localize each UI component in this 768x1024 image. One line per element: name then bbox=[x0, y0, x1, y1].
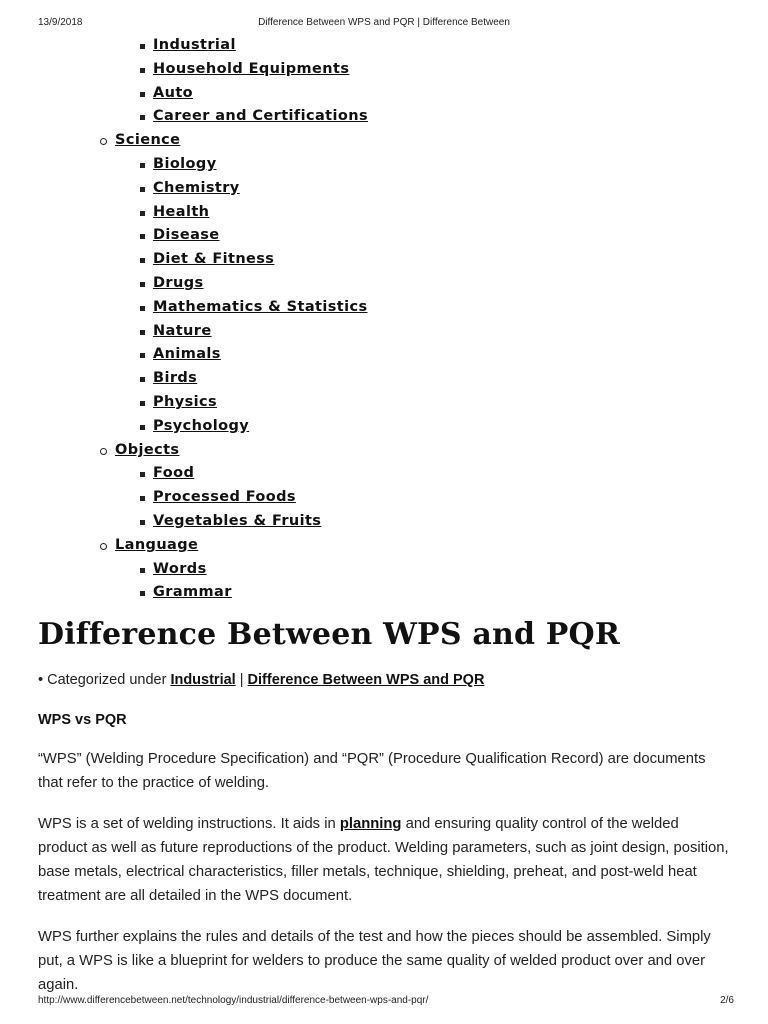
article-meta bbox=[38, 670, 730, 690]
paragraph-3: WPS further explains the rules and details of the test and how the pieces should be assembled. Simply put, a WPS is like a blueprint for welders to produce the same quality of welded product over and over again. bbox=[38, 929, 711, 993]
nav-link-chemistry[interactable]: Chemistry bbox=[153, 179, 240, 196]
print-header bbox=[0, 17, 768, 31]
nav-item-processed-foods bbox=[0, 486, 768, 510]
paragraph-1: “WPS” (Welding Procedure Specification) and “PQR” (Procedure Qualification Record) are documents that refer to the practice of welding. bbox=[38, 751, 706, 791]
nav-item-chemistry bbox=[0, 177, 768, 201]
nav-link-animals[interactable]: Animals bbox=[153, 346, 221, 363]
nav-link-industrial[interactable]: Industrial bbox=[153, 37, 236, 53]
nav-link-processed-foods[interactable]: Processed Foods bbox=[153, 489, 296, 506]
print-page-number: 2/6 bbox=[720, 995, 734, 1006]
nav-item-nature bbox=[0, 320, 768, 344]
nav-link-grammar[interactable]: Grammar bbox=[153, 584, 232, 601]
paragraph-2 bbox=[38, 812, 730, 908]
nav-category-science bbox=[0, 129, 768, 153]
nav-link-birds[interactable]: Birds bbox=[153, 370, 198, 387]
nav-category-language bbox=[0, 534, 768, 558]
nav-link-health[interactable]: Health bbox=[153, 203, 210, 220]
article-subheading: WPS vs PQR bbox=[38, 712, 127, 728]
nav-category-objects bbox=[0, 439, 768, 463]
nav-link-vegetables-fruits[interactable]: Vegetables & Fruits bbox=[153, 512, 322, 529]
nav-link-disease[interactable]: Disease bbox=[153, 227, 220, 244]
nav-link-diet-fitness[interactable]: Diet & Fitness bbox=[153, 251, 275, 268]
nav-item-mathematics-statistics bbox=[0, 296, 768, 320]
nav-item-auto bbox=[0, 82, 768, 106]
nav-item-vegetables-fruits bbox=[0, 510, 768, 534]
nav-item-household-equipments bbox=[0, 58, 768, 82]
print-url: http://www.differencebetween.net/technology/industrial/difference-between-wps-and-pqr/ bbox=[38, 995, 429, 1006]
nav-item-words bbox=[0, 558, 768, 582]
nav-link-psychology[interactable]: Psychology bbox=[153, 417, 250, 434]
nav-item-physics bbox=[0, 391, 768, 415]
nav-item-disease bbox=[0, 224, 768, 248]
print-page-title: Difference Between WPS and PQR | Difference Between bbox=[258, 17, 510, 28]
nav-link-mathematics-statistics[interactable]: Mathematics & Statistics bbox=[153, 298, 368, 315]
nav-link-household-equipments[interactable]: Household Equipments bbox=[153, 60, 350, 77]
category-navigation bbox=[0, 34, 768, 605]
nav-link-auto[interactable]: Auto bbox=[153, 84, 194, 101]
nav-link-biology[interactable]: Biology bbox=[153, 155, 217, 172]
nav-item-biology bbox=[0, 153, 768, 177]
article bbox=[38, 612, 730, 1012]
p2-text-after: and ensuring quality control of the welded product as well as future reproductions of the product. Welding parameters, such as joint design, position, base metals, electrical characteristics, filler metals, technique, shielding, preheat, and post-weld heat treatment are all detailed in the WPS document. bbox=[38, 816, 729, 904]
meta-separator: | bbox=[235, 672, 248, 688]
nav-link-physics[interactable]: Physics bbox=[153, 393, 218, 410]
print-footer bbox=[0, 995, 768, 1009]
nav-item-animals bbox=[0, 343, 768, 367]
nav-item-career-certifications bbox=[0, 105, 768, 129]
nav-item-psychology bbox=[0, 415, 768, 439]
planning-link[interactable]: planning bbox=[339, 816, 402, 832]
nav-link-career-certifications[interactable]: Career and Certifications bbox=[153, 108, 368, 125]
category-link-industrial[interactable]: Industrial bbox=[170, 672, 236, 688]
nav-link-language[interactable]: Language bbox=[115, 536, 199, 553]
nav-link-drugs[interactable]: Drugs bbox=[153, 274, 204, 291]
p2-text-before: WPS is a set of welding instructions. It aids in bbox=[38, 816, 340, 832]
nav-item-birds bbox=[0, 367, 768, 391]
nav-item-diet-fitness bbox=[0, 248, 768, 272]
nav-link-objects[interactable]: Objects bbox=[115, 441, 180, 458]
meta-prefix: • Categorized under bbox=[38, 672, 171, 688]
article-self-link[interactable]: Difference Between WPS and PQR bbox=[247, 672, 485, 688]
nav-item-industrial bbox=[0, 34, 768, 58]
nav-link-nature[interactable]: Nature bbox=[153, 322, 212, 339]
nav-item-drugs bbox=[0, 272, 768, 296]
print-date: 13/9/2018 bbox=[38, 17, 83, 28]
nav-link-science[interactable]: Science bbox=[115, 132, 181, 149]
nav-link-words[interactable]: Words bbox=[153, 560, 207, 577]
nav-item-grammar bbox=[0, 581, 768, 605]
article-title: Difference Between WPS and PQR bbox=[38, 617, 621, 652]
nav-item-health bbox=[0, 201, 768, 225]
nav-link-food[interactable]: Food bbox=[153, 465, 195, 482]
nav-item-food bbox=[0, 462, 768, 486]
